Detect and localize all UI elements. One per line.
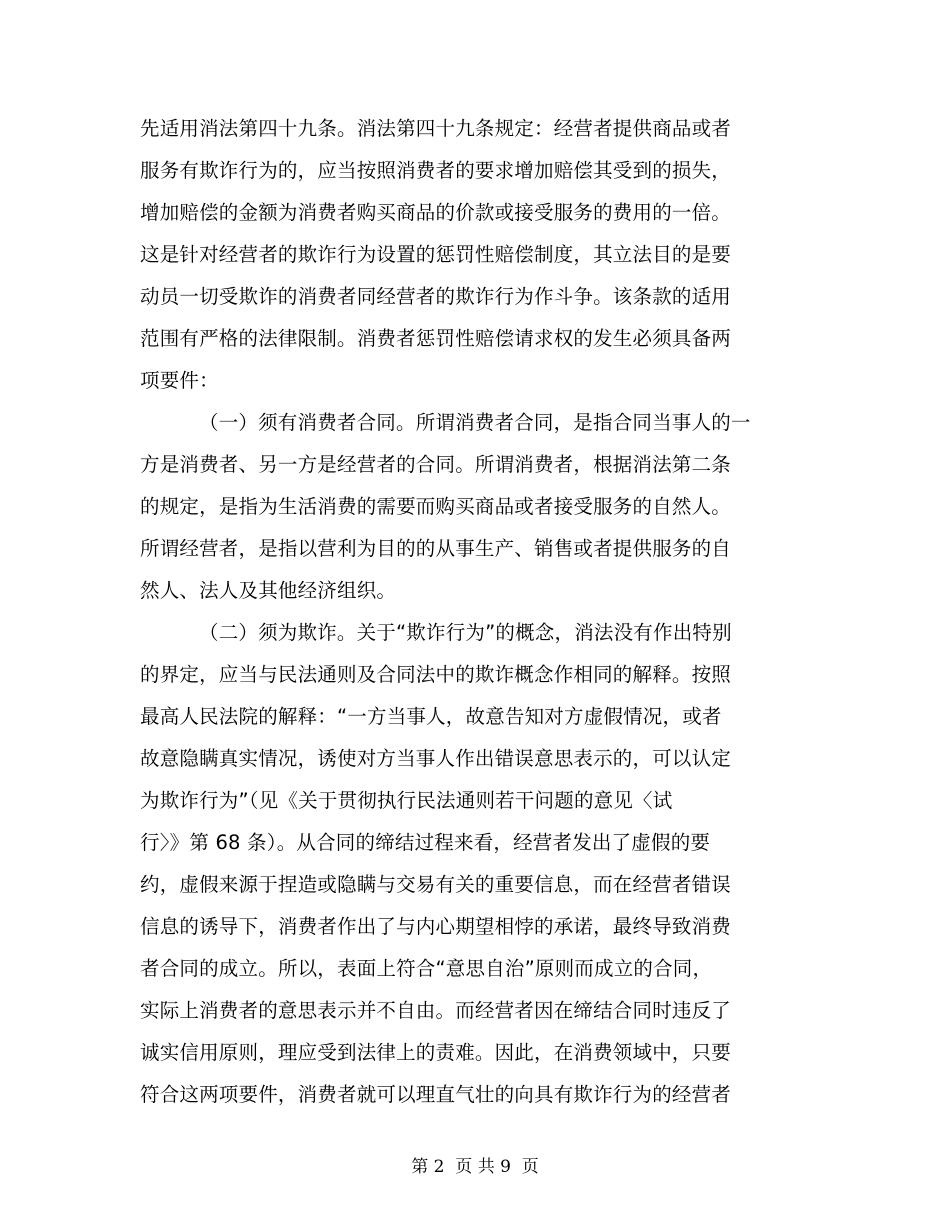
body-line-13: （二）须为欺诈。关于“欺诈行为”的概念，消法没有作出特别 bbox=[199, 621, 732, 644]
body-line-10: 的规定，是指为生活消费的需要而购买商品或者接受服务的自然人。 bbox=[140, 495, 732, 518]
body-line-3: 增加赔偿的金额为消费者购买商品的价款或接受服务的费用的一倍。 bbox=[140, 201, 732, 224]
body-line-12: 然人、法人及其他经济组织。 bbox=[140, 579, 397, 602]
body-line-22: 实际上消费者的意思表示并不自由。而经营者因在缔结合同时违反了 bbox=[140, 999, 732, 1022]
body-line-18: 行〉》第 68 条）。从合同的缔结过程来看，经营者发出了虚假的要 bbox=[140, 831, 711, 854]
body-line-4: 这是针对经营者的欺诈行为设置的惩罚性赔偿制度，其立法目的是要 bbox=[140, 243, 732, 266]
body-line-9: 方是消费者、另一方是经营者的合同。所谓消费者，根据消法第二条 bbox=[140, 453, 732, 476]
body-line-14: 的界定，应当与民法通则及合同法中的欺诈概念作相同的解释。按照 bbox=[140, 663, 732, 686]
body-line-5: 动员一切受欺诈的消费者同经营者的欺诈行为作斗争。该条款的适用 bbox=[140, 285, 732, 308]
body-line-11: 所谓经营者，是指以营利为目的的从事生产、销售或者提供服务的自 bbox=[140, 537, 732, 560]
body-line-20: 信息的诱导下，消费者作出了与内心期望相悖的承诺，最终导致消费 bbox=[140, 915, 732, 938]
body-line-16: 故意隐瞒真实情况，诱使对方当事人作出错误意思表示的，可以认定 bbox=[140, 747, 732, 770]
body-line-21: 者合同的成立。所以，表面上符合“意思自治”原则而成立的合同， bbox=[140, 957, 713, 980]
body-line-6: 范围有严格的法律限制。消费者惩罚性赔偿请求权的发生必须具备两 bbox=[140, 327, 732, 350]
page-number-footer: 第 2 页 共 9 页 bbox=[411, 1157, 539, 1177]
body-line-2: 服务有欺诈行为的，应当按照消费者的要求增加赔偿其受到的损失， bbox=[140, 159, 732, 182]
body-line-7: 项要件： bbox=[140, 369, 219, 392]
body-line-1: 先适用消法第四十九条。消法第四十九条规定：经营者提供商品或者 bbox=[140, 117, 732, 140]
body-line-8: （一）须有消费者合同。所谓消费者合同，是指合同当事人的一 bbox=[199, 411, 751, 434]
body-line-24: 符合这两项要件，消费者就可以理直气壮的向具有欺诈行为的经营者 bbox=[140, 1083, 732, 1106]
body-line-19: 约，虚假来源于捏造或隐瞒与交易有关的重要信息，而在经营者错误 bbox=[140, 873, 732, 896]
body-line-17: 为欺诈行为”（见《关于贯彻执行民法通则若干问题的意见〈试 bbox=[140, 789, 673, 812]
body-line-23: 诚实信用原则，理应受到法律上的责难。因此，在消费领域中，只要 bbox=[140, 1041, 732, 1064]
body-line-15: 最高人民法院的解释：“一方当事人，故意告知对方虚假情况，或者 bbox=[140, 705, 722, 728]
